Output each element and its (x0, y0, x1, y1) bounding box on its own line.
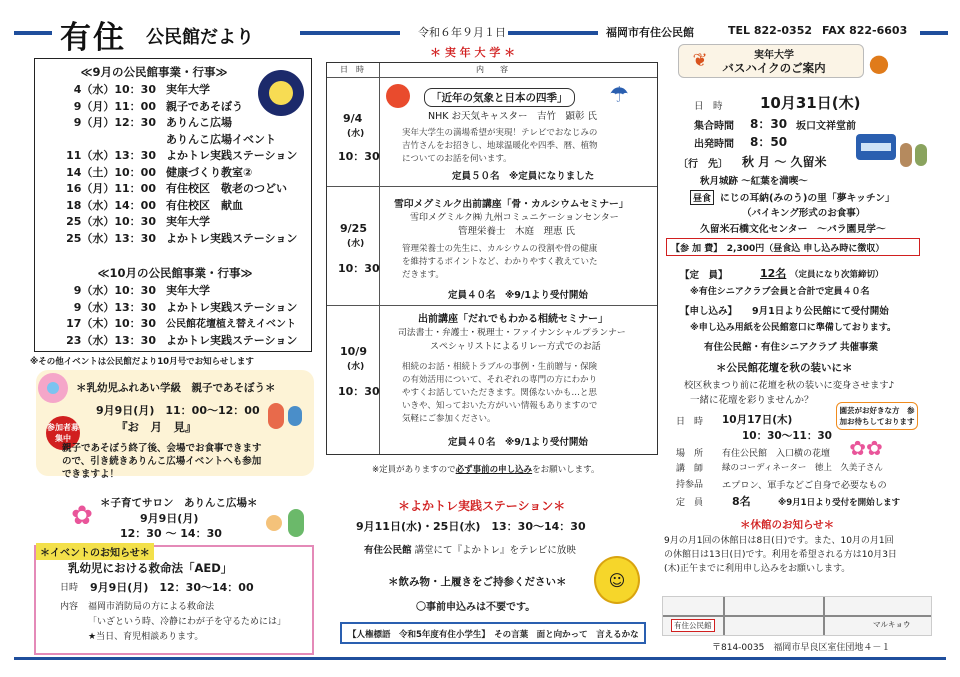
sept-event-row: 9（月）12：30 ありんこ広場 (73, 116, 232, 129)
sept-events-list (46, 81, 297, 246)
lecture-1-date: 9/4 (343, 112, 363, 125)
lecture-3-dow: (水) (347, 362, 365, 372)
sept-event-row: 11（水）13：30 よかトレ実践ステーション (66, 149, 298, 162)
lecture-1-desc-2: 吉竹さんをお招きし、地球温暖化や四季、暦、植物 (402, 141, 598, 151)
flowerpot-icon: ✿✿ (849, 436, 883, 460)
sept-event-row: ありんこ広場イベント (166, 132, 276, 146)
map-road-label: マルキョウ (873, 620, 911, 629)
closure-line-2: の休館日は13日(日)です。利用を希望される方は10月3日 (664, 550, 897, 560)
salon-date: 9月9日(月) (140, 512, 199, 525)
oyako-badge: 参加者募集中 (46, 416, 80, 450)
lecture-2-desc-1: 管理栄養士の先生に、カルシウムの役割や骨の健康 (402, 244, 598, 254)
bus-date-value: 10月31日(木) (760, 94, 861, 112)
lecture-3-desc-1: 相続のお話・相続トラブルの事例・生前贈与・保険 (402, 362, 598, 372)
bus-dep-value: 8：50 (750, 135, 788, 149)
header-tel: TEL 822-0352 (728, 24, 812, 37)
parent-child-icon (262, 400, 308, 432)
seniors-icon (898, 140, 928, 170)
ball-icon (38, 373, 68, 403)
yokatore-schedule: 9月11日(水)・25日(水) 13：30～14：30 (356, 520, 586, 533)
lecture-3-desc-5: 気軽にご参加ください。 (402, 414, 496, 424)
lecture-3-desc-4: いきや、知っておいた方がいい情報もありますので (402, 401, 598, 411)
header-title-small: 公民館だより (146, 27, 254, 48)
lecture-1-cap: 定員５０名 ※定員になりました (452, 171, 595, 182)
closure-title: ＊休館のお知らせ＊ (740, 519, 835, 531)
bus-meet-value: 8：30 (750, 117, 788, 131)
sept-event-row: 4（水）10：30 実年大学 (73, 83, 210, 96)
yokatore-motto: 【人権標語 令和5年度有住小学生】 その言葉 面と向かって 言えるかな (340, 622, 646, 644)
event-notice-content-1: 福岡市消防局の方による救命法 (88, 602, 215, 612)
autumn-fruit-icon: ● (868, 49, 890, 77)
bus-date-label: 日 時 (694, 101, 723, 112)
lecture-2-title: 雪印メグミルク出前講座「骨・カルシウムセミナー」 (394, 199, 629, 210)
bus-dest-value: 秋 月 ～ 久留米 (742, 155, 827, 169)
kadan-title: ＊公民館花壇を秋の装いに＊ (716, 362, 853, 374)
col-date-header: 日 時 (340, 65, 364, 74)
moon-rabbit-icon (258, 70, 304, 116)
mascot-icon: ☺ (594, 556, 640, 604)
bus-apply-label: 【申し込み】 (680, 306, 738, 317)
sept-event-row: 25（水）13：30 よかトレ実践ステーション (66, 231, 298, 245)
col-content-header: 内 容 (476, 65, 508, 74)
closure-line-3: (木)正午までに利用申し込みをお願いします。 (664, 564, 851, 574)
access-map (662, 596, 932, 636)
footer-bar (14, 657, 946, 660)
jitsunen-note: ※定員がありますので必ず事前の申し込みをお願いします。 (372, 465, 600, 475)
bus-dest-2b: （バイキング形式のお食事） (742, 208, 866, 219)
lecture-3-cap: 定員４０名 ※9/1より受付開始 (448, 437, 588, 448)
lecture-3-desc-3: やすくお話していただきます。関係ないかも…と思 (402, 388, 597, 398)
lecture-2-date: 9/25 (340, 222, 367, 235)
bus-meet-label: 集合時間 (694, 121, 734, 132)
lecture-2-speaker-2: 管理栄養士 木庭 理恵 氏 (458, 226, 576, 237)
bus-icon (856, 134, 896, 160)
bus-apply-value: 9月1日より公民館にて受付開始 (752, 306, 889, 317)
oct-event-row: 23（水）13：30 よかトレ実践ステーション (66, 333, 298, 347)
event-notice-content-label: 内容 (60, 602, 79, 612)
event-notice-content-3: ★当日、育児相談あります。 (88, 632, 204, 642)
sept-event-row: 14（土）10：00 健康づくり教室② (66, 165, 253, 179)
oyako-body-3: できますよ！ (62, 469, 120, 480)
kadan-place-label: 場 所 (676, 449, 704, 459)
oct-event-row: 9（水）10：30 実年大学 (73, 284, 210, 297)
bus-meet-place: 坂口文祥堂前 (796, 121, 856, 132)
bus-title-1: 実年大学 (754, 50, 794, 61)
lecture-2-speaker: 雪印メグミルク㈱ 九州コミュニケーションセンター (410, 213, 619, 223)
yokatore-title: ＊よかトレ実践ステーション＊ (398, 499, 566, 513)
kadan-date-label: 日 時 (676, 417, 704, 427)
lecture-3-speaker-2: スペシャリストによるリレー方式でのお話 (430, 342, 601, 352)
bus-dest-1: 秋月城跡 ～紅葉を満喫～ (700, 176, 808, 187)
oct-event-row: 17（木）10：30 公民館花壇植え替えイベント (66, 317, 296, 330)
sept-event-row: 25（水）10：30 実年大学 (66, 215, 210, 228)
kadan-items-label: 持参品 (676, 480, 704, 490)
kadan-date-value: 10月17日(木) (722, 414, 793, 426)
lecture-1-title: 「近年の気象と日本の四季」 (424, 88, 575, 107)
sept-event-row: 16（月）11：00 有住校区 敬老のつどい (66, 182, 287, 195)
event-notice-dt-label: 日時 (60, 583, 79, 593)
oct-events-note: ※その他イベントは公民館だより10月号でお知らせします (30, 357, 254, 367)
lecture-1-desc-1: 実年大学生の満場希望が実現！テレビでおなじみの (402, 128, 598, 138)
oct-event-row: 9（水）13：30 よかトレ実践ステーション (73, 300, 298, 314)
header-date: 令和６年９月１日 (418, 26, 506, 39)
bus-dep-label: 出発時間 (694, 139, 734, 150)
lecture-3-title: 出前講座「だれでもわかる相続セミナー」 (418, 314, 608, 325)
yokatore-place: 有住公民館 講堂にて『よかトレ』をテレビに放映 (364, 545, 576, 556)
oyako-datetime: 9月9日(月) 11：00～12：00 (96, 404, 260, 417)
header-bar-left (14, 31, 52, 35)
flower-icon: ✿ (71, 501, 93, 531)
lecture-3-desc-2: の有効活用について、それぞれの専門の方にわかり (402, 375, 598, 385)
lecture-1-desc-3: についてのお話を伺います。 (402, 154, 512, 164)
bus-dest-3: 久留米石橋文化センター ～バラ園見学～ (700, 224, 886, 235)
event-notice-title: 乳幼児における救命法「AED」 (68, 561, 233, 575)
event-notice-content-2: 「いざという時、冷静にわが子を守るためには」 (88, 617, 287, 627)
jitsunen-title: ＊ 実 年 大 学 ＊ (430, 46, 516, 59)
header-bar-mid2 (508, 31, 598, 35)
yokatore-drinks: ＊飲み物・上履きをご持参ください＊ (388, 576, 567, 588)
yokatore-noreg: 〇事前申込みは不要です。 (416, 602, 536, 613)
header-publisher: 福岡市有住公民館 (606, 26, 694, 39)
lecture-2-cap: 定員４０名 ※9/1より受付開始 (448, 290, 588, 301)
address: 〒814-0035 福岡市早良区室住団地４－１ (712, 643, 891, 653)
event-notice-tag: ＊イベントのお知らせ＊ (36, 543, 154, 560)
bus-hosts: 有住公民館・有住シニアクラブ 共催事業 (704, 342, 879, 353)
kids-playing-icon (260, 505, 310, 541)
kadan-intro-2: 一緒に花壇を彩りませんか？ (690, 395, 814, 406)
header-fax: FAX 822-6603 (822, 24, 908, 37)
map-hall-label: 有住公民館 (671, 619, 715, 632)
kadan-teacher-value: 緑のコーディネーター 徳上 久美子さん (722, 463, 883, 473)
umbrella-icon: ☂ (609, 82, 629, 108)
sept-events-title: ≪9月の公民館事業・行事≫ (80, 65, 228, 79)
bus-fee: 【参 加 費】 2,300円（昼食込 申し込み時に徴収） (666, 238, 920, 256)
kadan-cap-note: ※9月1日より受付を開始します (778, 498, 901, 508)
closure-line-1: 9月の月1回の休館日は8日(日)です。また、10月の月1回 (664, 536, 894, 546)
sept-event-row: 18（水）14：00 有住校区 献血 (66, 198, 243, 212)
kadan-place-value: 有住公民館 入口横の花壇 (722, 449, 831, 459)
sept-event-row: 9（月）11：00 親子であそぼう (73, 99, 243, 113)
event-notice-dt-value: 9月9日(月) 12：30～14：00 (90, 581, 254, 594)
header-title-big: 有住 (60, 20, 126, 56)
lecture-2-dow: (水) (347, 239, 365, 249)
kadan-teacher-label: 講 師 (676, 464, 704, 474)
bus-apply-note: ※申し込み用紙を公民館窓口に準備しております。 (690, 323, 897, 333)
bus-cap-note-2: ※有住シニアクラブ会員と合計で定員４０名 (690, 287, 870, 297)
lecture-3-speaker: 司法書士・弁護士・税理士・ファイナンシャルプランナー (398, 328, 626, 338)
bus-dest-label: 〔行 先〕 (678, 159, 728, 170)
oyako-body-1: 親子であそぼう終了後、会場でお食事できます (62, 443, 262, 454)
salon-title: ＊子育てサロン ありんこ広場＊ (100, 497, 258, 509)
salon-time: 12：30 ～ 14：30 (120, 527, 222, 540)
lecture-3-time: 10：30 (338, 385, 380, 398)
oct-events-title: ≪10月の公民館事業・行事≫ (97, 266, 253, 280)
oct-events-list (46, 282, 297, 348)
kadan-cap-value: 8名 (732, 495, 751, 508)
kadan-cap-label: 定 員 (676, 498, 704, 508)
bus-lunch-tag: 昼食 (690, 190, 714, 205)
lecture-2-time: 10：30 (338, 262, 380, 275)
lecture-2-desc-3: だきます。 (402, 270, 444, 280)
oyako-body-2: ので、引き続きありんこ広場イベントへも参加 (62, 456, 262, 467)
header-bar-mid (300, 31, 400, 35)
lecture-1-speaker: NHK お天気キャスター 吉竹 顕彰 氏 (428, 111, 598, 122)
lecture-1-dow: (水) (347, 129, 365, 139)
kadan-bubble: 園芸がお好きな方 参加お待ちしております (836, 402, 918, 430)
lecture-2-desc-2: を維持するポイントなど、わかりやすく教えていた (402, 257, 598, 267)
bus-cap-value: 12名 (760, 267, 787, 280)
bus-cap-label: 【定 員】 (680, 270, 728, 281)
sun-icon (386, 84, 410, 108)
leaf-icon: ❦ (692, 49, 708, 71)
oyako-title: ＊乳幼児ふれあい学級 親子であそぼう＊ (76, 382, 276, 394)
lecture-1-time: 10：30 (338, 150, 380, 163)
kadan-time-value: 10：30～11：30 (742, 430, 832, 442)
kadan-items-value: エプロン、軍手などご自身で必要なもの (722, 480, 887, 491)
header-bar-right (920, 31, 948, 35)
bus-cap-note: （定員になり次第締切） (790, 270, 884, 280)
lecture-3-date: 10/9 (340, 345, 367, 358)
bus-dest-2: にじの耳納(みのう)の里「夢キッチン」 (720, 193, 895, 204)
oyako-theme: 『お 月 見』 (116, 420, 197, 434)
kadan-intro-1: 校区秋まつり前に花壇を秋の装いに変身させます♪ (684, 380, 895, 391)
bus-title-2: バスハイクのご案内 (722, 61, 826, 75)
